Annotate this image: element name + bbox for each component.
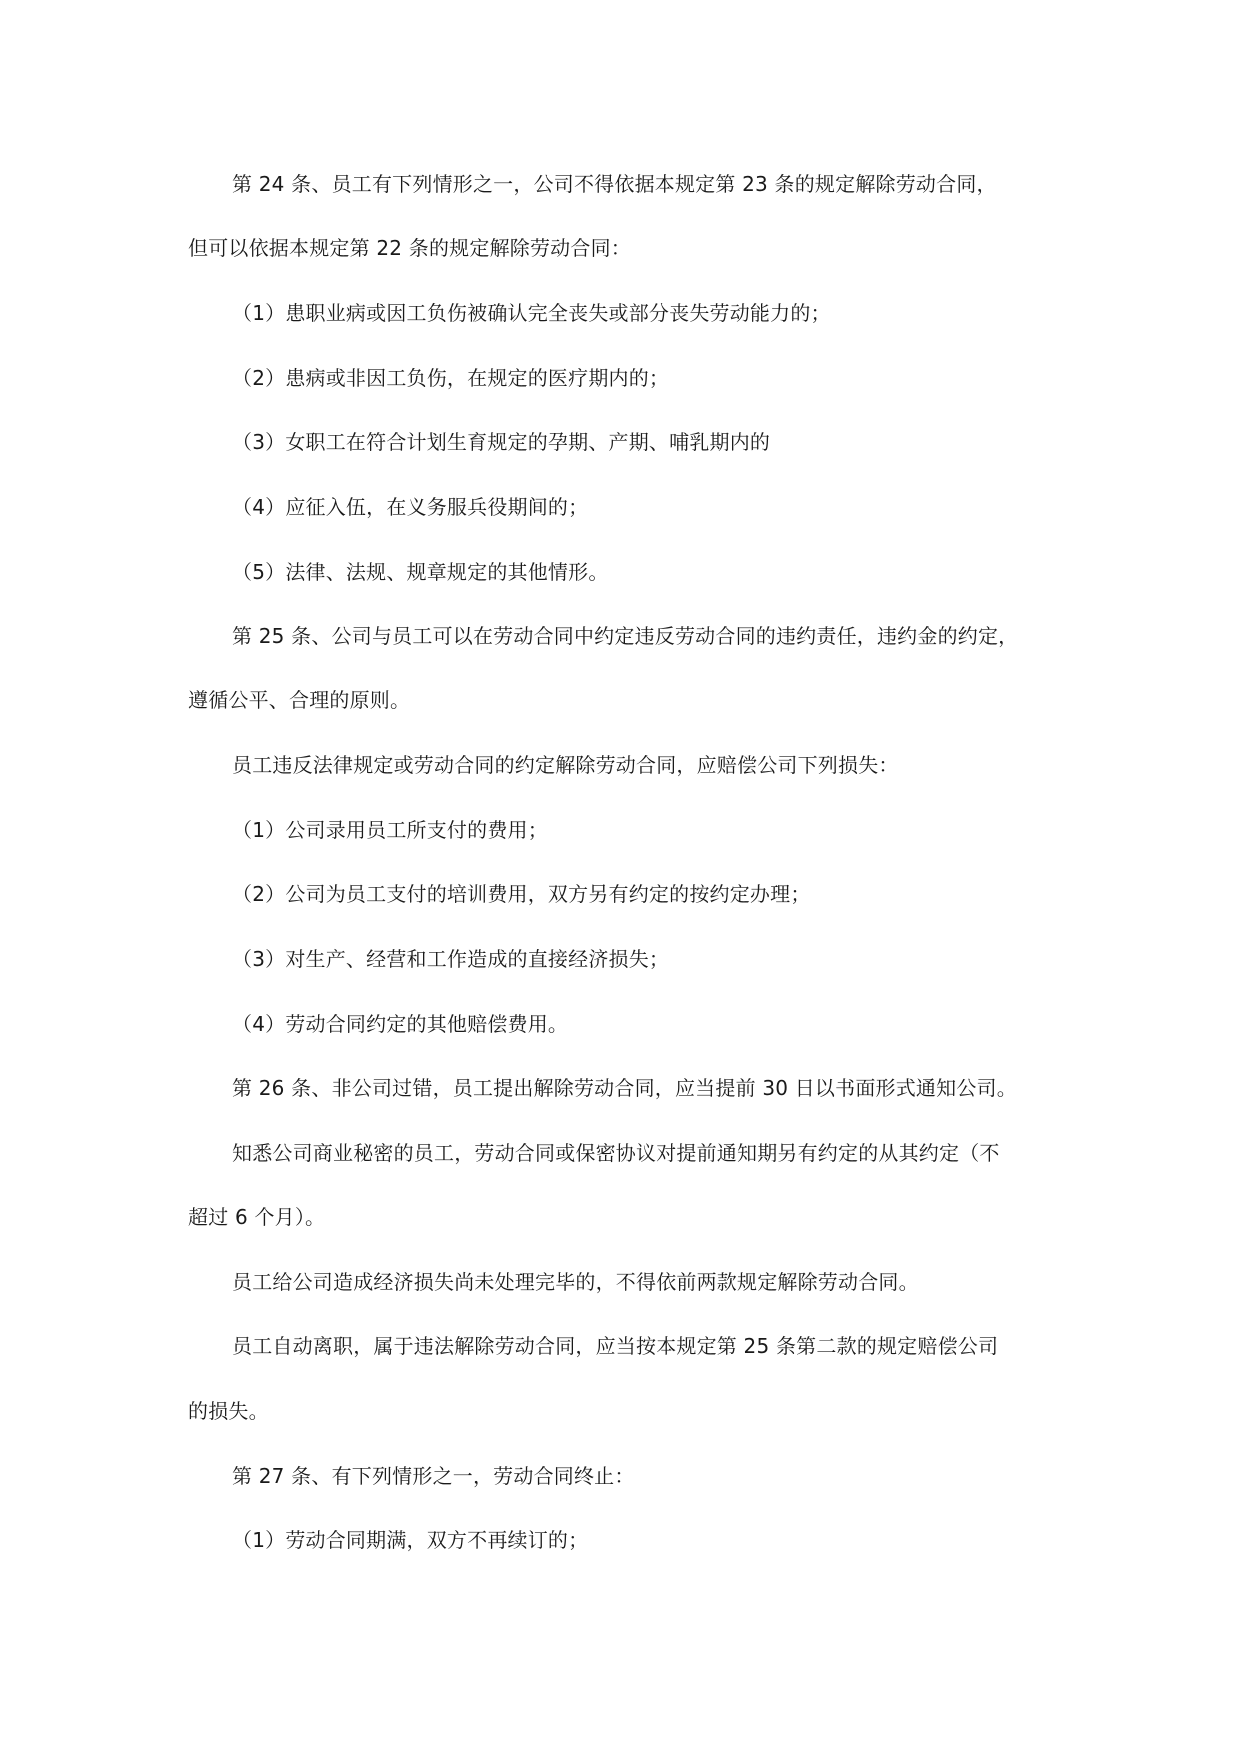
article-27-item-1: （1）劳动合同期满，双方不再续订的；: [232, 1528, 589, 1552]
article-24-item-5: （5）法律、法规、规章规定的其他情形。: [232, 560, 609, 584]
article-25-item-2: （2）公司为员工支付的培训费用，双方另有约定的按约定办理；: [232, 882, 811, 906]
article-24-line-1: 第 24 条、员工有下列情形之一，公司不得依据本规定第 23 条的规定解除劳动合同，: [232, 172, 997, 196]
article-25-item-4: （4）劳动合同约定的其他赔偿费用。: [232, 1012, 569, 1036]
article-24-item-2: （2）患病或非因工负伤，在规定的医疗期内的；: [232, 366, 670, 390]
article-25-item-1: （1）公司录用员工所支付的费用；: [232, 818, 548, 842]
article-24-item-1: （1）患职业病或因工负伤被确认完全丧失或部分丧失劳动能力的；: [232, 301, 831, 325]
article-26-para-4-line-2: 的损失。: [188, 1399, 269, 1423]
article-24-item-3: （3）女职工在符合计划生育规定的孕期、产期、哺乳期内的: [232, 430, 771, 454]
article-25-line-1: 第 25 条、公司与员工可以在劳动合同中约定违反劳动合同的违约责任，违约金的约定，: [232, 624, 1019, 648]
article-25-para-2: 员工违反法律规定或劳动合同的约定解除劳动合同，应赔偿公司下列损失：: [232, 753, 899, 777]
article-26-para-3: 员工给公司造成经济损失尚未处理完毕的，不得依前两款规定解除劳动合同。: [232, 1270, 919, 1294]
article-25-line-2: 遵循公平、合理的原则。: [188, 688, 411, 712]
article-26-para-2-line-2: 超过 6 个月）。: [188, 1205, 326, 1229]
article-26-para-4-line-1: 员工自动离职，属于违法解除劳动合同，应当按本规定第 25 条第二款的规定赔偿公司: [232, 1334, 999, 1358]
article-26-para-2-line-1: 知悉公司商业秘密的员工，劳动合同或保密协议对提前通知期另有约定的从其约定（不: [232, 1141, 1000, 1165]
article-27-line-1: 第 27 条、有下列情形之一，劳动合同终止：: [232, 1464, 635, 1488]
article-25-item-3: （3）对生产、经营和工作造成的直接经济损失；: [232, 947, 670, 971]
article-26-line-1: 第 26 条、非公司过错，员工提出解除劳动合同，应当提前 30 日以书面形式通知公司。: [232, 1076, 1017, 1100]
article-24-item-4: （4）应征入伍，在义务服兵役期间的；: [232, 495, 589, 519]
article-24-line-2: 但可以依据本规定第 22 条的规定解除劳动合同：: [188, 236, 631, 260]
